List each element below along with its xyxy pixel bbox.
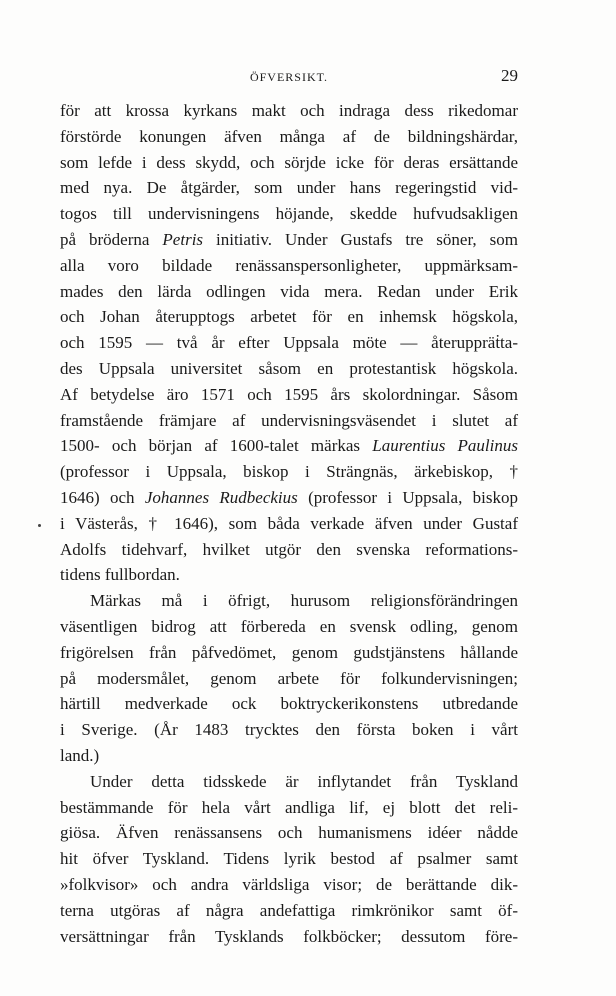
text-line: på modersmålet, genom arbete för folkundervisningen; [60,668,518,688]
page-number: 29 [501,66,518,85]
text-line: Märkas må i öfrigt, hurusom religionsförändringen [90,591,518,611]
text-line: Af betydelse äro 1571 och 1595 års skolordningar. Såsom [60,384,518,404]
text-line: bestämmande för hela vårt andliga lif, ej blott det reli- [60,797,518,817]
text-line: des Uppsala universitet såsom en protestantisk högskola. [60,358,518,378]
text-line: frigörelsen från påfvedömet, genom gudstjänstens hållande [60,642,518,662]
text-line: giösa. Äfven renässansens och humanismens idéer nådde [60,823,518,843]
page-header [60,66,518,88]
text-line: och Johan återupptogs arbetet för en inhemsk högskola, [60,307,518,327]
text-line: härtill medverkade ock boktryckerikonstens utbredande [60,694,518,714]
text-line: land.) [60,745,100,765]
italic-name: Johannes Rudbeckius [144,487,298,507]
text-line: för att krossa kyrkans makt och indraga dess rikedomar [60,101,518,120]
running-head: ÖFVERSIKT. [249,70,329,84]
text-line: alla voro bildade renässanspersonligheter, uppmärksam- [60,255,518,275]
text-line: i Västerås, † 1646), som båda verkade äfven under Gustaf [60,513,518,533]
text-line: (professor i Uppsala, biskop i Strängnäs, ärkebiskop, † [60,462,518,482]
body-text [60,98,518,949]
text-line: som lefde i dess skydd, och sörjde icke för deras ersättande [60,152,518,172]
text-line: 1500- och början af 1600-talet märkas Laurentius Paulinus [60,436,518,456]
text-line: på bröderna Petris initiativ. Under Gustafs tre söner, som [60,229,518,249]
text-line: väsentligen bidrog att förbereda en svensk odling, genom [60,616,518,636]
italic-name: Laurentius Paulinus [372,436,518,456]
text-line: tidens fullbordan. [60,565,180,585]
text-line: med nya. De åtgärder, som under hans regeringstid vid- [60,178,518,198]
text-line: versättningar från Tysklands folkböcker; dessutom före- [60,926,518,946]
text-line: mades den lärda odlingen vida mera. Redan under Erik [60,281,518,301]
text-line: »folkvisor» och andra världsliga visor; de berättande dik- [60,874,518,894]
margin-mark [38,524,41,527]
text-line: Adolfs tidehvarf, hvilket utgör den svenska reformations- [60,539,518,559]
text-line: Under detta tidsskede är inflytandet från Tyskland [90,771,518,791]
text-line: och 1595 — två år efter Uppsala möte — återuppräṫta- [60,333,518,353]
text-line: 1646) och Johannes Rudbeckius (professor i Uppsala, biskop [60,487,518,507]
text-line: terna utgöras af några andefattiga rimkrönikor samt öf- [60,900,518,920]
text-line: framstående främjare af undervisningsväsendet i slutet af [60,410,518,430]
text-line: togos till undervisningens höjande, skedde hufvudsakligen [60,204,518,224]
text-line: förstörde konungen äfven många af de bildningshärdar, [60,126,518,146]
italic-name: Petris [162,229,204,249]
text-line: i Sverige. (År 1483 trycktes den första boken i vårt [60,720,518,740]
text-line: hit öfver Tyskland. Tidens lyrik bestod af psalmer samt [60,849,518,869]
